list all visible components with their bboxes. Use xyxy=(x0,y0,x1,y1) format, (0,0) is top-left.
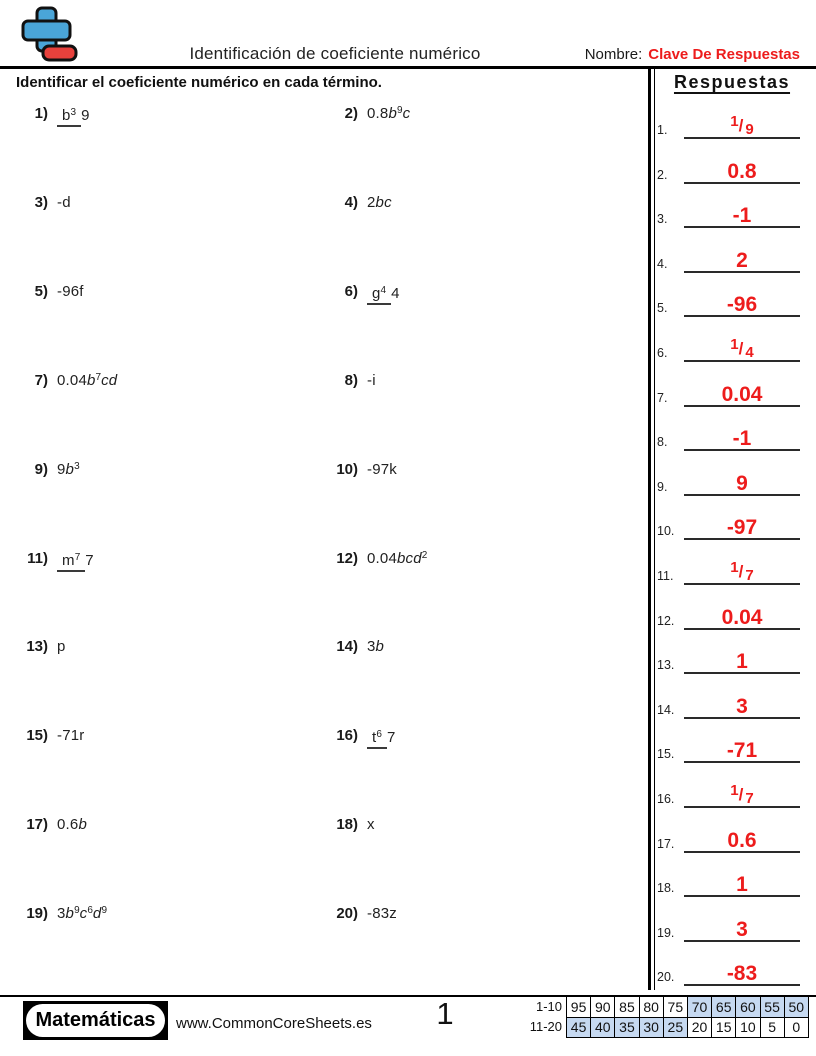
instructions-text: Identificar el coeficiente numérico en cada término. xyxy=(16,74,382,91)
answer-row xyxy=(650,867,810,897)
score-cell: 95 xyxy=(567,997,591,1018)
answer-row xyxy=(650,600,810,630)
answer-row xyxy=(650,510,810,540)
answer-value: -83 xyxy=(726,962,758,986)
problem-term: $0.8b^9c$ xyxy=(367,105,411,122)
score-cell: 35 xyxy=(615,1018,639,1039)
score-range-label-2: 11-20 xyxy=(529,1019,562,1034)
problem-number: 4) xyxy=(344,193,358,211)
answer-value: $^1$/4 xyxy=(730,336,754,361)
header-divider xyxy=(0,66,816,69)
subject-badge-label: Matemáticas xyxy=(26,1004,165,1037)
problem-term: x xyxy=(367,816,375,834)
problem-item xyxy=(318,550,427,569)
score-cell: 40 xyxy=(591,1018,615,1039)
answer-number: 12. xyxy=(657,613,675,628)
problem-item xyxy=(8,550,94,572)
answer-value: 0.04 xyxy=(721,605,763,629)
plus-minus-logo-icon xyxy=(16,5,80,67)
problem-number: 5) xyxy=(34,282,48,300)
problem-item xyxy=(318,372,376,391)
answer-value: 1 xyxy=(736,650,748,674)
score-range-label-1: 1-10 xyxy=(535,999,562,1014)
problem-item xyxy=(318,638,384,657)
score-cell: 30 xyxy=(640,1018,664,1039)
problem-term: 3b xyxy=(367,638,385,656)
answer-row xyxy=(650,243,810,273)
answer-value: $^1$/9 xyxy=(730,113,754,138)
answer-number: 18. xyxy=(657,881,675,896)
answer-row xyxy=(650,154,810,184)
answer-row xyxy=(650,823,810,853)
score-cell: 85 xyxy=(615,997,639,1018)
name-value: Clave De Respuestas xyxy=(648,46,800,63)
problem-term: $3b^9c^6d^9$ xyxy=(57,905,108,923)
answer-row xyxy=(650,109,810,139)
problem-number: 6) xyxy=(344,282,358,300)
problem-term: $t^6$ 7 xyxy=(367,727,395,749)
answer-value: $^1$/7 xyxy=(730,782,754,807)
logo-minus xyxy=(43,46,76,60)
score-table xyxy=(566,996,809,1038)
answer-number: 8. xyxy=(657,435,668,450)
problem-number: 19) xyxy=(26,905,48,923)
website-link: www.CommonCoreSheets.es xyxy=(176,1015,372,1032)
problem-item xyxy=(8,283,84,302)
problem-term: $0.04b^7cd$ xyxy=(57,371,118,389)
problem-item xyxy=(8,727,84,746)
score-cell: 20 xyxy=(688,1018,712,1039)
score-cell: 0 xyxy=(785,1018,809,1039)
problem-term: 0.6b xyxy=(57,816,87,834)
answer-number: 20. xyxy=(657,970,675,985)
answer-number: 14. xyxy=(657,702,675,717)
answer-row xyxy=(650,733,810,763)
problem-item xyxy=(318,816,375,835)
problem-item xyxy=(318,105,410,124)
problem-number: 15) xyxy=(26,727,48,745)
problem-item xyxy=(8,194,71,213)
answer-row xyxy=(650,421,810,451)
answers-panel-title: Respuestas xyxy=(673,72,791,92)
subject-badge xyxy=(23,1001,168,1040)
answer-value: 0.04 xyxy=(721,382,763,406)
problem-term: 0.04bcd$^2$ xyxy=(367,549,428,567)
score-cell: 50 xyxy=(785,997,809,1018)
answer-number: 3. xyxy=(657,212,668,227)
problem-number: 2) xyxy=(344,105,358,122)
score-cell: 55 xyxy=(761,997,785,1018)
problem-term: -96f xyxy=(57,282,84,300)
score-table-row xyxy=(567,1018,809,1039)
answer-number: 5. xyxy=(657,301,668,316)
page-number: 1 xyxy=(436,996,454,1031)
answer-row xyxy=(650,644,810,674)
answer-blank-line xyxy=(684,583,800,585)
answer-value: -71 xyxy=(726,739,758,763)
answer-value: -1 xyxy=(732,427,752,451)
answer-number: 9. xyxy=(657,479,668,494)
name-label: Nombre: xyxy=(584,46,643,63)
problem-number: 3) xyxy=(34,193,48,211)
score-cell: 25 xyxy=(664,1018,688,1039)
answer-number: 6. xyxy=(657,346,668,360)
problem-term: -i xyxy=(367,371,376,389)
answer-value: -96 xyxy=(726,293,758,317)
answer-number: 1. xyxy=(657,123,668,137)
answer-row xyxy=(650,555,810,585)
problem-number: 16) xyxy=(336,727,358,745)
problem-term: -97k xyxy=(367,460,397,478)
problem-term: -83z xyxy=(367,905,397,923)
answer-number: 16. xyxy=(657,792,675,806)
score-cell: 10 xyxy=(736,1018,760,1039)
score-cell: 5 xyxy=(761,1018,785,1039)
problem-item xyxy=(318,905,397,924)
answer-value: 3 xyxy=(736,694,748,718)
answer-value: -97 xyxy=(726,516,758,540)
answer-number: 10. xyxy=(657,524,675,539)
problem-item xyxy=(8,105,90,127)
score-cell: 60 xyxy=(736,997,760,1018)
problem-item xyxy=(318,727,395,749)
answer-value: 1 xyxy=(736,873,748,897)
problem-number: 10) xyxy=(336,460,358,478)
answer-value: 3 xyxy=(736,917,748,941)
problem-number: 14) xyxy=(336,638,358,656)
answer-value: 0.8 xyxy=(727,159,757,183)
answer-row xyxy=(650,332,810,362)
answer-blank-line xyxy=(684,806,800,808)
score-cell: 15 xyxy=(712,1018,736,1039)
problem-item xyxy=(8,816,87,835)
problem-term: $9b^3$ xyxy=(57,460,80,478)
problem-number: 9) xyxy=(34,460,48,478)
answer-row xyxy=(650,956,810,986)
answer-row xyxy=(650,778,810,808)
problem-number: 17) xyxy=(26,816,48,834)
problem-item xyxy=(8,461,80,480)
score-cell: 45 xyxy=(567,1018,591,1039)
problem-item xyxy=(8,638,66,657)
answer-row xyxy=(650,287,810,317)
answer-row xyxy=(650,689,810,719)
problem-item xyxy=(8,372,117,391)
answer-value: -1 xyxy=(732,204,752,228)
problem-number: 8) xyxy=(344,371,358,389)
problem-number: 20) xyxy=(336,905,358,923)
page-title: Identificación de coeficiente numérico xyxy=(189,44,481,63)
answer-value: 0.6 xyxy=(727,828,757,852)
answer-value: $^1$/7 xyxy=(730,559,754,584)
answer-number: 4. xyxy=(657,256,668,271)
name-field xyxy=(585,46,800,63)
problem-number: 11) xyxy=(27,549,48,567)
score-cell: 90 xyxy=(591,997,615,1018)
score-cell: 75 xyxy=(664,997,688,1018)
problem-term: -d xyxy=(57,193,71,211)
problem-term: 2bc xyxy=(367,193,392,211)
problem-term: -71r xyxy=(57,727,85,745)
problem-item xyxy=(318,461,397,480)
problem-number: 18) xyxy=(336,816,358,834)
problem-number: 12) xyxy=(336,549,358,567)
answer-blank-line xyxy=(684,360,800,362)
answer-blank-line xyxy=(684,137,800,139)
problem-number: 1) xyxy=(34,105,48,122)
answer-row xyxy=(650,377,810,407)
problem-term: $m^7$ 7 xyxy=(57,550,94,572)
answer-number: 11. xyxy=(657,569,674,583)
answer-number: 13. xyxy=(657,658,675,673)
problem-item xyxy=(318,283,400,305)
answer-row xyxy=(650,912,810,942)
answer-number: 2. xyxy=(657,167,668,182)
answer-number: 15. xyxy=(657,747,675,762)
score-cell: 70 xyxy=(688,997,712,1018)
answer-value: 2 xyxy=(736,248,748,272)
answer-number: 7. xyxy=(657,390,668,405)
answer-number: 19. xyxy=(657,925,675,940)
problem-term: $b^3$ 9 xyxy=(57,105,90,127)
score-table-row xyxy=(567,997,809,1018)
answer-number: 17. xyxy=(657,836,675,851)
problem-number: 7) xyxy=(34,371,48,389)
problem-item xyxy=(8,905,107,924)
problem-number: 13) xyxy=(26,638,48,656)
problem-item xyxy=(318,194,392,213)
score-cell: 65 xyxy=(712,997,736,1018)
answer-row xyxy=(650,466,810,496)
score-cell: 80 xyxy=(640,997,664,1018)
problem-term: p xyxy=(57,638,66,656)
problem-term: $g^4$ 4 xyxy=(367,283,400,305)
answer-value: 9 xyxy=(736,471,748,495)
answer-row xyxy=(650,198,810,228)
